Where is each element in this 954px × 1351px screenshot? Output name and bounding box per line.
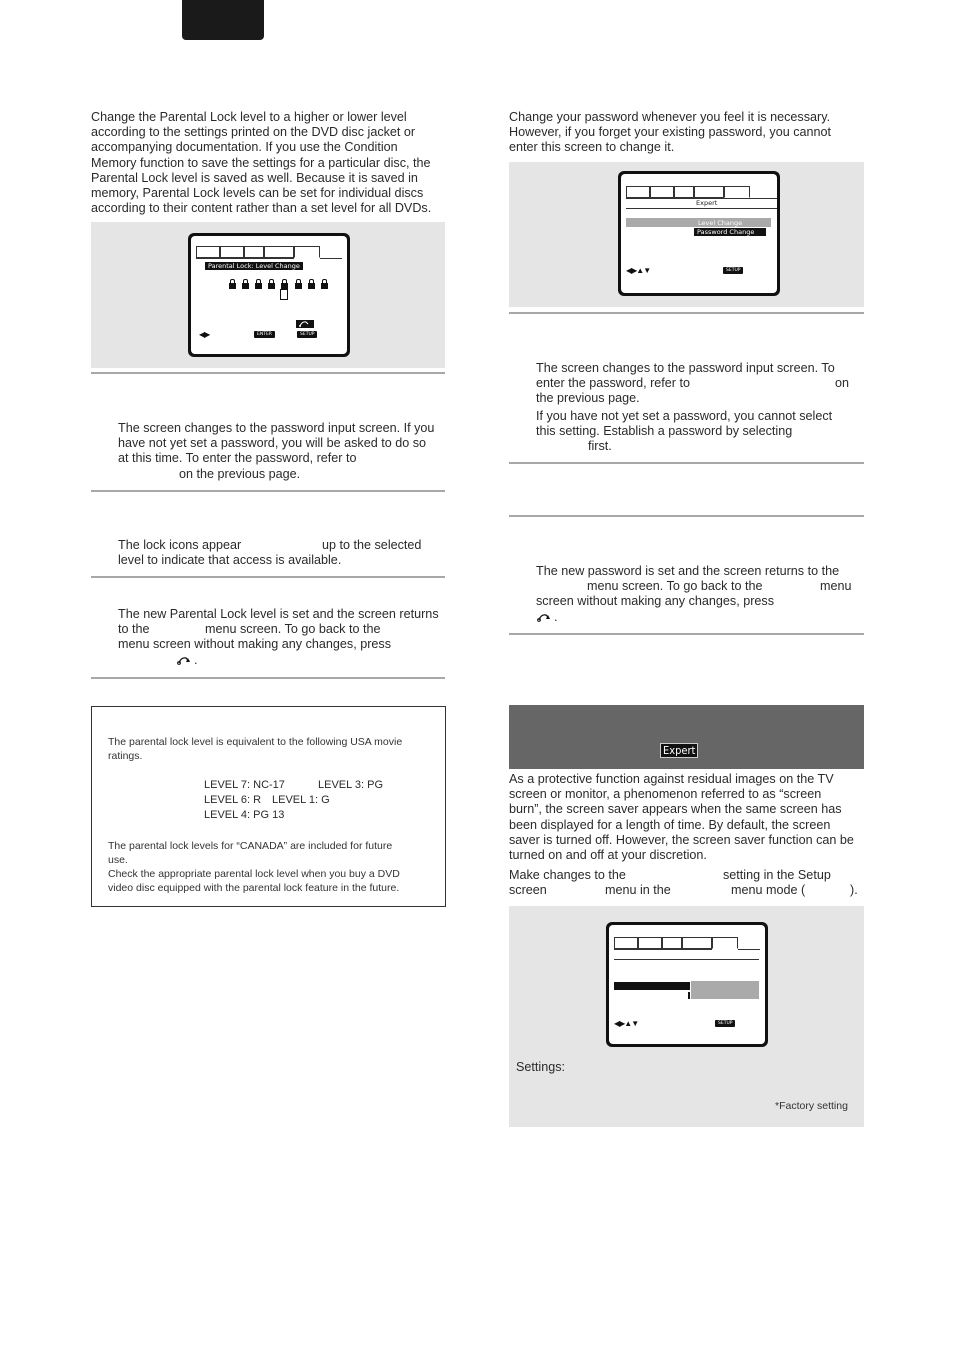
screen-header: Expert (696, 199, 718, 207)
divider (91, 490, 445, 492)
setup-button-icon: SETUP (297, 331, 317, 338)
divider (509, 633, 864, 635)
lock-icon-6 (295, 283, 302, 289)
screen-saver-heading-banner (509, 705, 864, 769)
enter-button-icon: ENTER (254, 331, 275, 338)
right-step3-text: The new password is set and the screen returns to the menu screen. To go back to the menu screen without making any changes, press . (536, 564, 852, 624)
lock-icon-7 (308, 283, 315, 289)
tv-screen-password (618, 171, 780, 296)
menu-item-password-change: Password Change (694, 228, 766, 236)
ratings-table: LEVEL 7: NC-17 LEVEL 3: PG LEVEL 6: R LEVEL 1: G LEVEL 4: PG 13 (204, 779, 384, 821)
password-screen-panel (509, 162, 864, 307)
screen-title: Parental Lock: Level Change (205, 262, 303, 270)
return-icon (296, 320, 314, 328)
tv-screen-screen-saver (606, 922, 768, 1047)
left-right-arrows-icon: ◀▶ (199, 330, 210, 339)
left-step3-text: The new Parental Lock level is set and the screen returns to the menu screen. To go back to the menu screen without making any changes, press . (118, 607, 439, 667)
return-icon (176, 655, 194, 665)
divider (91, 372, 445, 374)
divider (509, 462, 864, 464)
make-changes-text: Make changes to the setting in the Setup screen menu in the menu mode ( ). (509, 868, 858, 897)
lock-icon-1 (229, 283, 236, 289)
selected-row (614, 982, 688, 990)
note-box: The parental lock level is equivalent to the following USA movie ratings. LEVEL 7: NC-17 LEVEL 3: PG LEVEL 6: R LEVEL 1: G LEVEL 4: PG 13 The parental lock levels for “CANADA” are included for future use. Check the appropriate parental lock level when you buy a DVD video disc equipped with the parental lock feature in the future. (91, 706, 446, 907)
divider (91, 677, 445, 679)
factory-setting-note: *Factory setting (775, 1100, 848, 1112)
divider (509, 312, 864, 314)
expert-badge: Expert (660, 743, 698, 758)
direction-arrows-icon: ◀▶▲▼ (626, 266, 651, 275)
lock-icon-3 (255, 283, 262, 289)
screen-saver-description: As a protective function against residual images on the TV screen or monitor, a phenomenon referred to as “screen burn”, the screen saver appears when the same screen has been displayed for a length of time. By default, the screen saver is turned off. However, the screen saver function can be turned on and off at your discretion. (509, 772, 854, 863)
lock-icon-2 (242, 283, 249, 289)
section-tab (182, 0, 264, 40)
setup-button-icon: SETUP (723, 267, 743, 274)
return-icon (536, 612, 554, 622)
lock-icon-4 (268, 283, 275, 289)
divider (91, 576, 445, 578)
option-highlight (691, 981, 759, 999)
parental-lock-intro: Change the Parental Lock level to a higher or lower level according to the settings printed on the DVD disc jacket or accompanying documentation. If you use the Condition Memory function to save the settings for a particular disc, the Parental Lock level is saved as well. Because it is saved in memory, Parental Lock levels can be set for individual discs according to their content rather than a set level for all DVDs. (91, 110, 432, 216)
right-step1-text: The screen changes to the password input screen. To enter the password, refer to on the previous page. If you have not yet set a password, you cannot select this setting. Establish a password by selecting first. (536, 361, 850, 454)
tv-screen-parental-lock (188, 233, 350, 357)
level-cursor (280, 289, 288, 300)
screen-saver-screen-panel (509, 906, 864, 1127)
divider (509, 515, 864, 517)
direction-arrows-icon: ◀▶▲▼ (614, 1019, 639, 1028)
parental-lock-screen-panel (91, 222, 445, 368)
lock-icon-8 (321, 283, 328, 289)
left-step2-text: The lock icons appear up to the selected level to indicate that access is available. (118, 538, 422, 568)
setup-button-icon: SETUP (715, 1020, 735, 1027)
left-step1-text: The screen changes to the password input screen. If you have not yet set a password, you will be asked to do so at this time. To enter the password, refer to on the previous page. (118, 421, 435, 481)
password-change-intro: Change your password whenever you feel it is necessary. However, if you forget your existing password, you cannot enter this screen to change it. (509, 110, 832, 155)
settings-label: Settings: (516, 1060, 566, 1074)
menu-item-level-change: Level Change (698, 219, 743, 227)
